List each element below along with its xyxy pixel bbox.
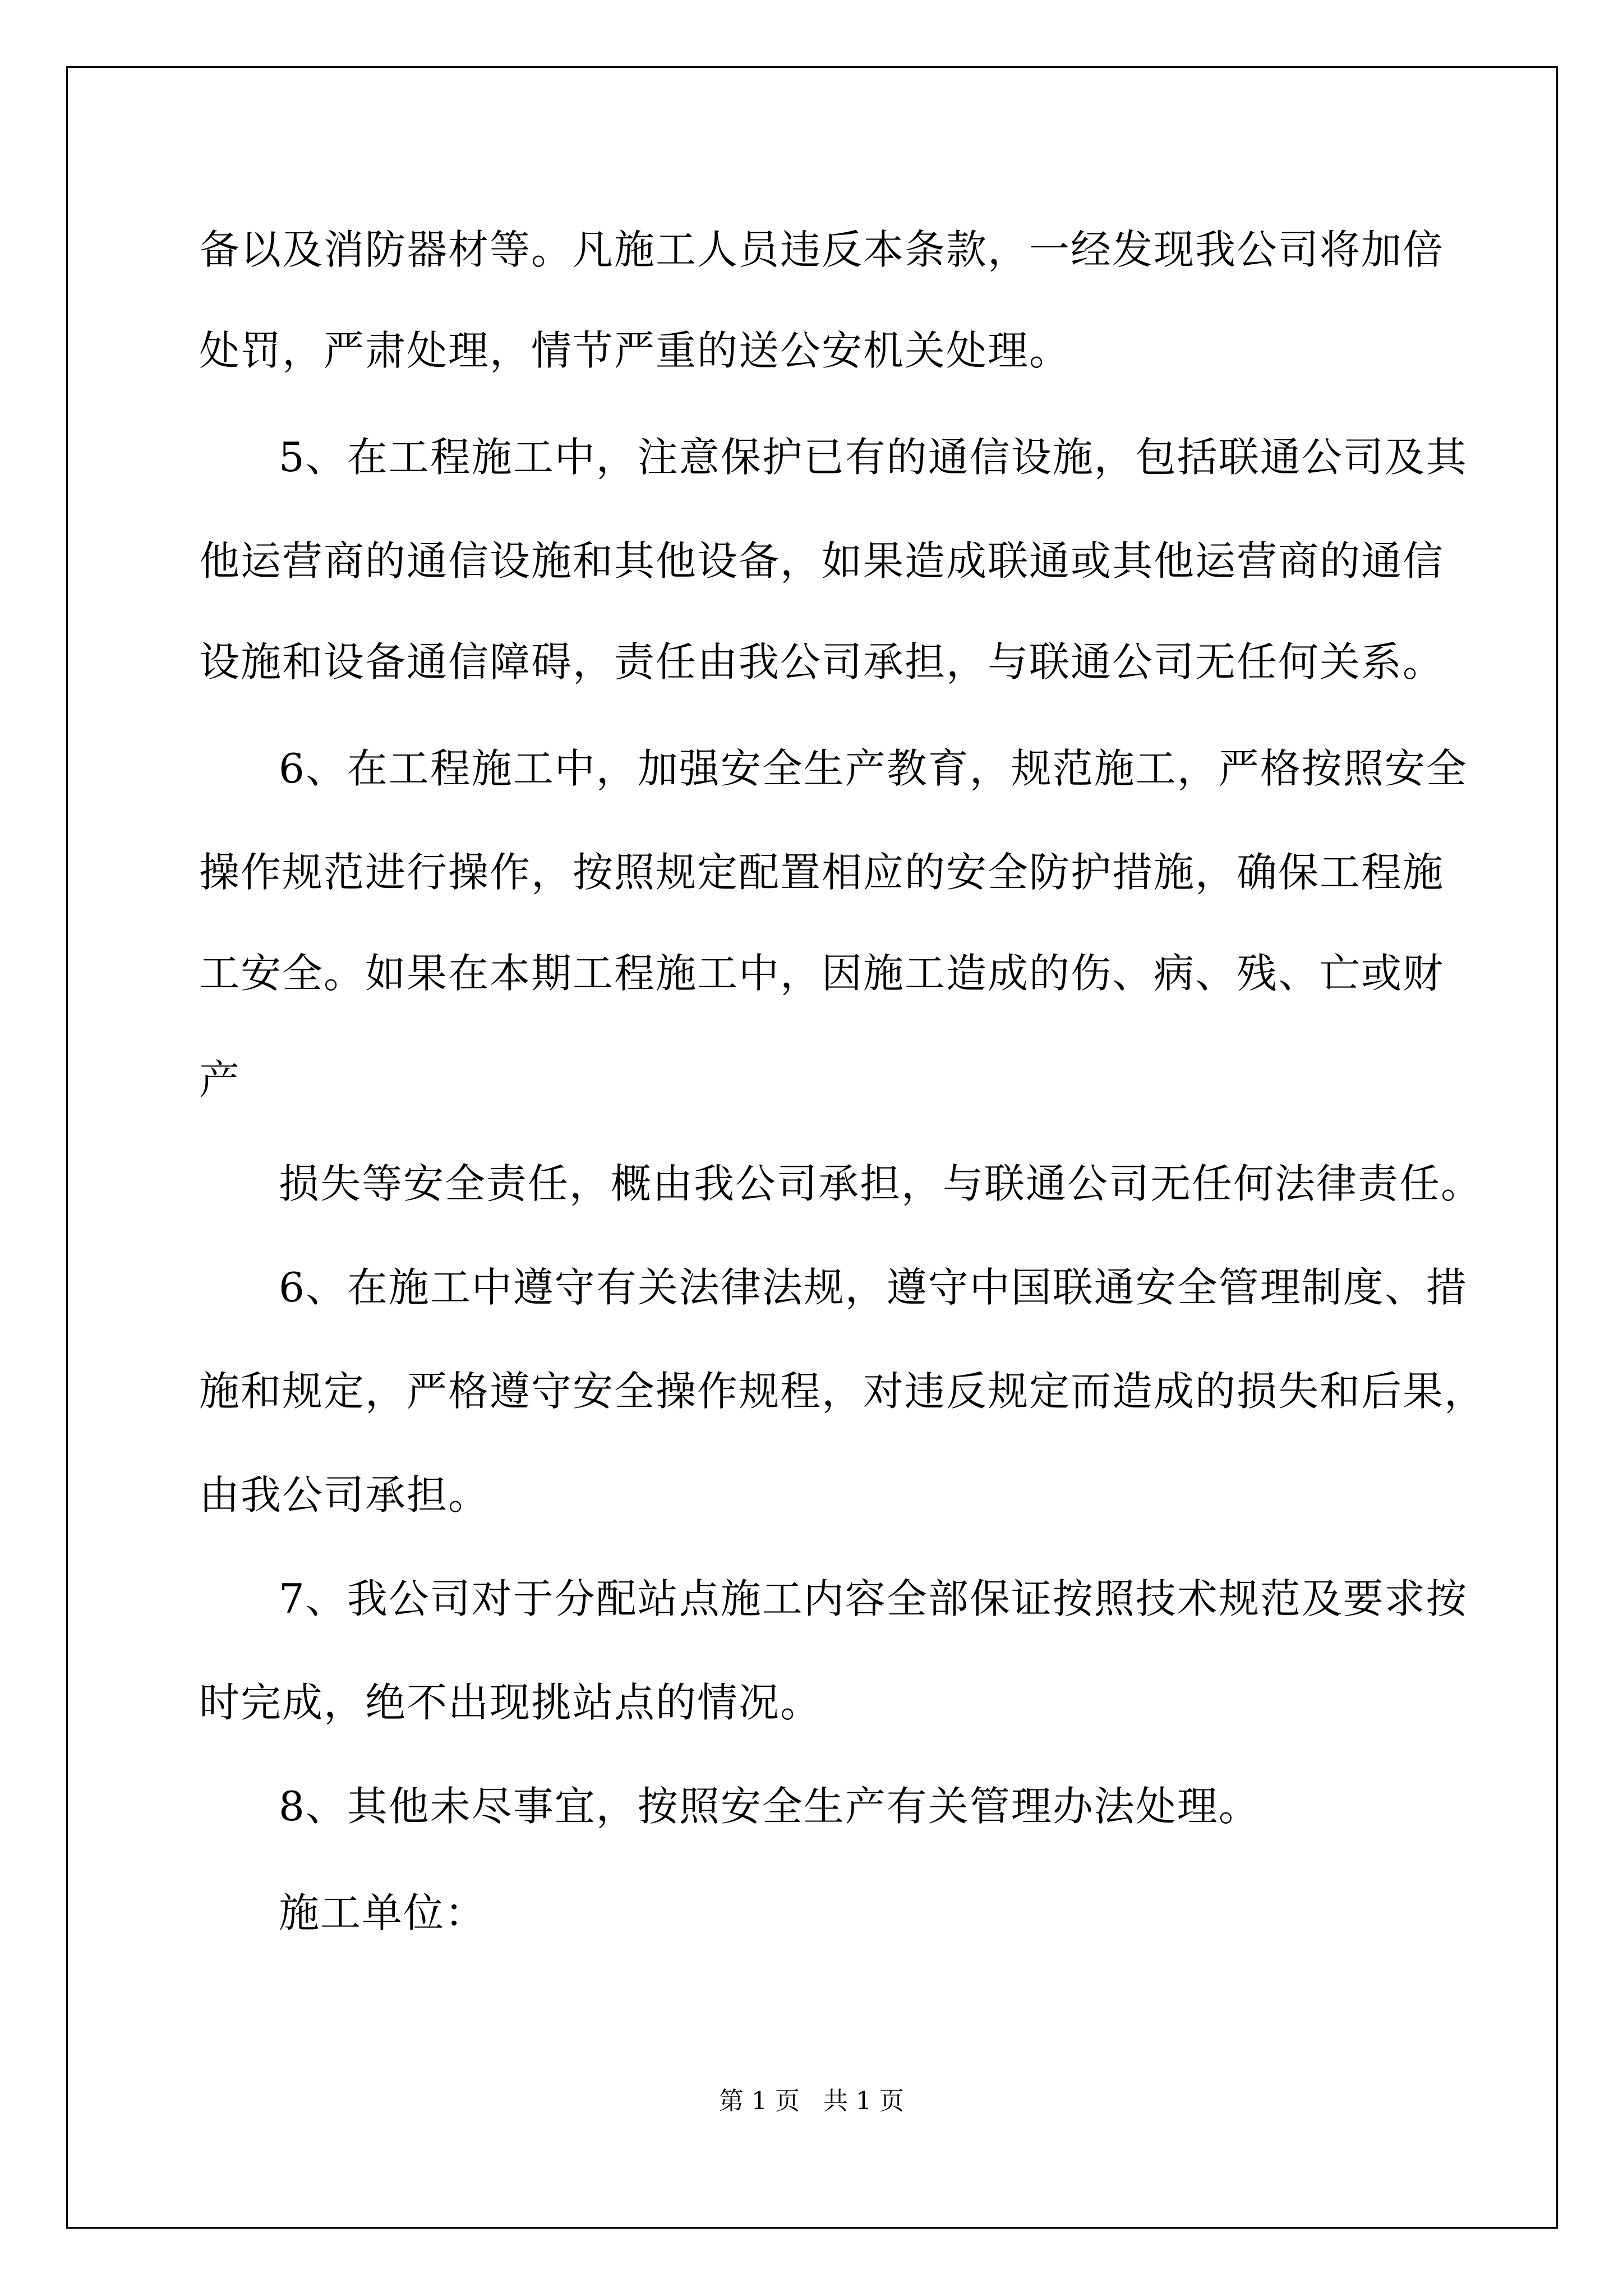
text-line-11: 6、在施工中遵守有关法律法规，遵守中国联通安全管理制度、措 [279,1264,1468,1311]
text-line-4: 他运营商的通信设施和其他设备，如果造成联通或其他运营商的通信 [199,537,1445,585]
text-line-16: 8、其他未尽事宜，按照安全生产有关管理办法处理。 [279,1783,1260,1830]
text-line-10: 损失等安全责任，概由我公司承担，与联通公司无任何法律责任。 [279,1160,1483,1207]
text-line-15: 时完成，绝不出现挑站点的情况。 [199,1679,822,1726]
page-footer: 第 1 页 共 1 页 [719,2087,904,2115]
text-line-5: 设施和设备通信障碍，责任由我公司承担，与联通公司无任何关系。 [199,638,1445,685]
text-line-13: 由我公司承担。 [199,1471,490,1519]
text-line-8: 工安全。如果在本期工程施工中，因施工造成的伤、病、残、亡或财 [199,950,1445,997]
signature-label: 施工单位： [279,1889,487,1936]
text-line-2: 处罚，严肃处理，情节严重的送公安机关处理。 [199,327,1071,374]
text-line-6: 6、在工程施工中，加强安全生产教育，规范施工，严格按照安全 [279,745,1468,792]
text-line-9: 产 [199,1056,241,1103]
text-line-1: 备以及消防器材等。凡施工人员违反本条款，一经发现我公司将加倍 [199,226,1445,273]
text-line-14: 7、我公司对于分配站点施工内容全部保证按照技术规范及要求按 [279,1575,1468,1622]
text-line-12: 施和规定，严格遵守安全操作规程，对违反规定而造成的损失和后果， [199,1368,1486,1415]
text-line-3: 5、在工程施工中，注意保护已有的通信设施，包括联通公司及其 [279,434,1468,481]
text-line-7: 操作规范进行操作，按照规定配置相应的安全防护措施，确保工程施 [199,849,1445,896]
